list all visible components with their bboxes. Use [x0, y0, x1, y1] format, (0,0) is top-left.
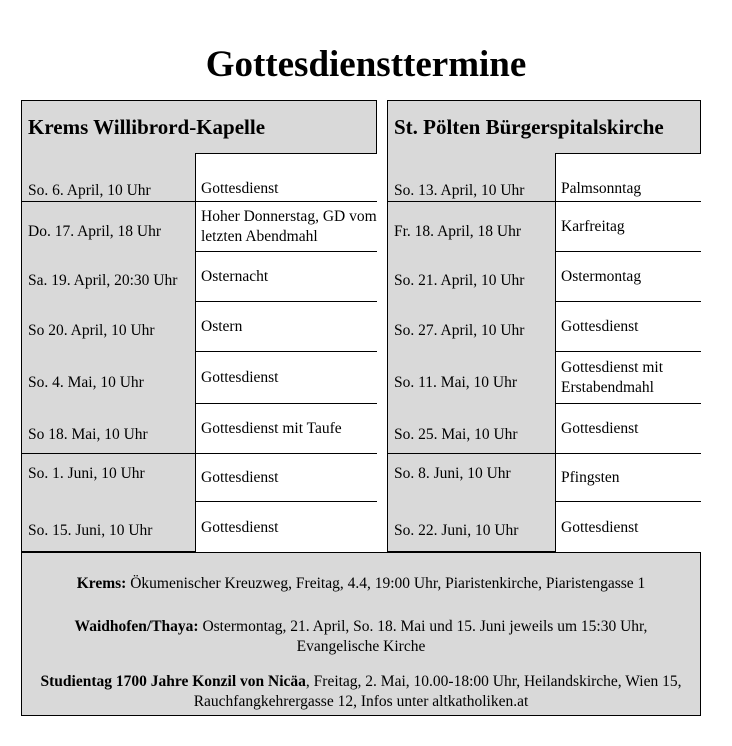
event-cell	[195, 501, 377, 553]
event-cell	[555, 501, 701, 553]
schedule-row	[388, 403, 700, 453]
event-date: Do. 17. April, 18 Uhr	[28, 223, 162, 240]
schedule-row	[388, 201, 700, 252]
event-date: So 20. April, 10 Uhr	[28, 322, 155, 339]
note-text: Ökumenischer Kreuzweg, Freitag, 4.4, 19:00 Uhr, Piaristenkirche, Piaristengasse 1	[126, 575, 646, 592]
event-name: Osternacht	[201, 267, 269, 285]
note-krems	[32, 574, 690, 594]
event-date: So. 25. Mai, 10 Uhr	[394, 426, 518, 443]
schedule-row	[388, 453, 700, 502]
event-cell	[195, 351, 377, 403]
event-name: Ostermontag	[561, 267, 642, 285]
event-cell	[555, 153, 701, 201]
note-text: , Freitag, 2. Mai, 10.00-18:00 Uhr, Heilandskirche, Wien 15, Rauchfangkehrergasse 12, Infos unter altkatholiken.at	[193, 673, 682, 710]
event-date: So. 13. April, 10 Uhr	[394, 182, 525, 199]
event-cell	[195, 453, 377, 502]
event-date: So. 1. Juni, 10 Uhr	[28, 465, 145, 482]
event-name: Gottesdienst	[201, 518, 279, 536]
schedule-row	[388, 153, 700, 201]
event-date: So. 22. Juni, 10 Uhr	[394, 522, 519, 539]
schedule-row	[388, 251, 700, 301]
event-name: Karfreitag	[561, 218, 625, 235]
event-name: Gottesdienst mit Taufe	[201, 419, 342, 437]
schedule-row	[22, 251, 376, 301]
event-name: Palmsonntag	[561, 180, 642, 197]
event-cell	[555, 351, 701, 403]
schedule-column-krems	[21, 100, 377, 552]
event-cell	[555, 453, 701, 502]
notes-box	[21, 552, 701, 716]
event-date: So. 8. Juni, 10 Uhr	[394, 465, 511, 482]
event-date: So. 15. Juni, 10 Uhr	[28, 522, 153, 539]
note-label: Krems:	[76, 575, 127, 592]
event-name: Pfingsten	[561, 469, 620, 486]
event-cell	[555, 403, 701, 453]
schedule-row	[22, 501, 376, 553]
column-heading: St. Pölten Bürgerspitalskirche	[394, 115, 664, 139]
schedule-row	[388, 351, 700, 403]
note-label: Waidhofen/Thaya:	[74, 618, 199, 635]
note-label: Studientag 1700 Jahre Konzil von Nicäa	[40, 673, 306, 690]
event-name: Hoher Donnerstag, GD vom letzten Abendmahl	[201, 208, 377, 245]
schedule-row	[22, 351, 376, 403]
event-cell	[555, 301, 701, 351]
event-cell	[195, 301, 377, 351]
note-text: Ostermontag, 21. April, So. 18. Mai und 15. Juni jeweils um 15:30 Uhr, Evangelische Kirche	[198, 618, 648, 655]
event-cell	[195, 201, 377, 252]
event-name: Gottesdienst	[201, 469, 279, 486]
event-date: So. 4. Mai, 10 Uhr	[28, 374, 144, 391]
note-studientag	[32, 672, 690, 712]
event-name: Gottesdienst mit Erstabendmahl	[561, 358, 664, 396]
schedule-row	[22, 201, 376, 252]
event-date: Sa. 19. April, 20:30 Uhr	[28, 272, 178, 289]
event-date: So. 6. April, 10 Uhr	[28, 182, 151, 199]
schedule-row	[22, 301, 376, 351]
event-date: So 18. Mai, 10 Uhr	[28, 426, 148, 443]
event-name: Gottesdienst	[201, 368, 279, 386]
page-title: Gottesdiensttermine	[205, 44, 527, 85]
column-heading: Krems Willibrord-Kapelle	[28, 115, 266, 139]
event-cell	[195, 251, 377, 301]
schedule-column-st-poelten	[387, 100, 701, 552]
event-cell	[195, 153, 377, 201]
event-cell	[555, 251, 701, 301]
schedule-row	[22, 453, 376, 502]
event-name: Gottesdienst	[561, 419, 639, 437]
event-name: Gottesdienst	[561, 317, 639, 335]
event-name: Gottesdienst	[201, 180, 279, 197]
schedule-row	[388, 301, 700, 351]
event-cell	[195, 403, 377, 453]
schedule-row	[22, 403, 376, 453]
note-waidhofen	[32, 617, 690, 657]
event-cell	[555, 201, 701, 252]
event-date: So. 27. April, 10 Uhr	[394, 322, 525, 339]
event-name: Gottesdienst	[561, 518, 639, 536]
schedule-row	[388, 501, 700, 553]
event-date: So. 11. Mai, 10 Uhr	[394, 374, 517, 391]
event-date: So. 21. April, 10 Uhr	[394, 272, 525, 289]
event-date: Fr. 18. April, 18 Uhr	[394, 223, 522, 240]
event-name: Ostern	[201, 317, 243, 335]
schedule-row	[22, 153, 376, 201]
